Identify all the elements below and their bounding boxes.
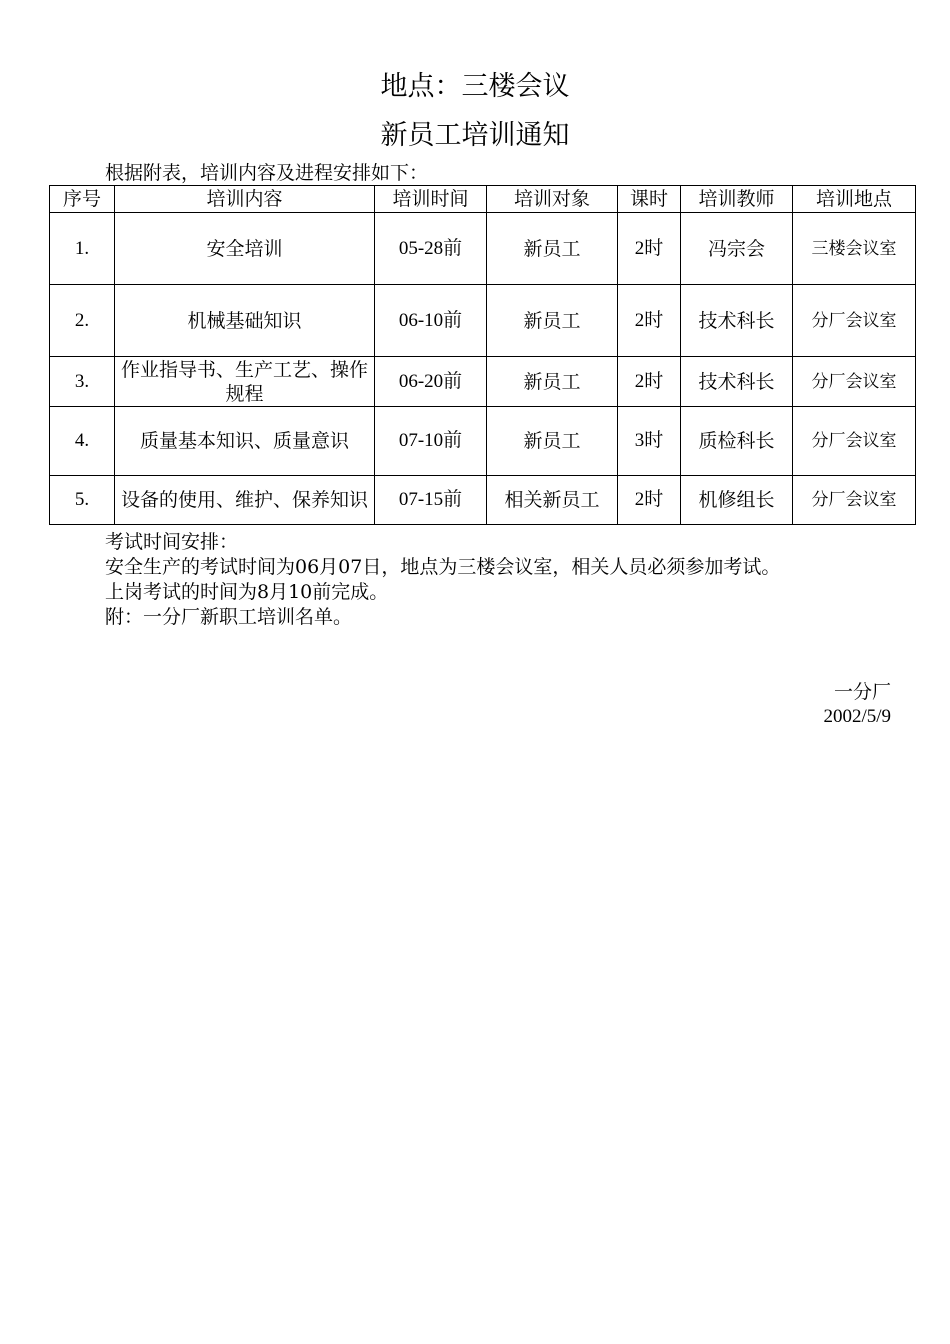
table-header-row	[50, 186, 916, 213]
cell-hours: 2时	[618, 285, 681, 357]
exam-onboarding-text: 上岗考试的时间为8月10前完成。	[105, 581, 389, 603]
header-teacher: 培训教师	[681, 186, 793, 213]
signature-org: 一分厂	[833, 681, 891, 703]
cell-teacher: 机修组长	[681, 476, 793, 525]
table-row	[50, 357, 916, 407]
cell-teacher: 质检科长	[681, 407, 793, 476]
table-row	[50, 407, 916, 476]
cell-time: 05-28前	[375, 213, 487, 285]
cell-no: 1.	[50, 213, 115, 285]
cell-teacher: 技术科长	[681, 285, 793, 357]
cell-hours: 3时	[618, 407, 681, 476]
cell-time: 07-15前	[375, 476, 487, 525]
intro-text: 根据附表，培训内容及进程安排如下：	[105, 162, 429, 184]
header-time: 培训时间	[375, 186, 487, 213]
cell-place: 分厂会议室	[793, 407, 916, 476]
header-place: 培训地点	[793, 186, 916, 213]
cell-audience: 相关新员工	[487, 476, 618, 525]
cell-time: 07-10前	[375, 407, 487, 476]
location-heading: 地点：三楼会议	[380, 71, 570, 102]
page-title: 新员工培训通知	[380, 120, 570, 151]
cell-content: 设备的使用、维护、保养知识	[115, 476, 375, 525]
cell-audience: 新员工	[487, 407, 618, 476]
exam-safety-text: 安全生产的考试时间为06月07日，地点为三楼会议室，相关人员必须参加考试。	[105, 556, 781, 578]
cell-hours: 2时	[618, 213, 681, 285]
cell-no: 3.	[50, 357, 115, 407]
cell-time: 06-10前	[375, 285, 487, 357]
cell-place: 分厂会议室	[793, 285, 916, 357]
cell-audience: 新员工	[487, 285, 618, 357]
cell-hours: 2时	[618, 357, 681, 407]
cell-teacher: 技术科长	[681, 357, 793, 407]
cell-teacher: 冯宗会	[681, 213, 793, 285]
cell-no: 5.	[50, 476, 115, 525]
cell-content: 作业指导书、生产工艺、操作规程	[115, 357, 375, 407]
appendix-text: 附：一分厂新职工培训名单。	[105, 606, 353, 628]
cell-time: 06-20前	[375, 357, 487, 407]
cell-content: 质量基本知识、质量意识	[115, 407, 375, 476]
exam-schedule-heading: 考试时间安排：	[105, 531, 239, 553]
table-row	[50, 285, 916, 357]
cell-place: 分厂会议室	[793, 357, 916, 407]
cell-no: 2.	[50, 285, 115, 357]
cell-hours: 2时	[618, 476, 681, 525]
table-row	[50, 476, 916, 525]
cell-no: 4.	[50, 407, 115, 476]
cell-content: 安全培训	[115, 213, 375, 285]
header-hours: 课时	[618, 186, 681, 213]
cell-audience: 新员工	[487, 213, 618, 285]
cell-content: 机械基础知识	[115, 285, 375, 357]
header-content: 培训内容	[115, 186, 375, 213]
table-row	[50, 213, 916, 285]
cell-place: 三楼会议室	[793, 213, 916, 285]
signature-date: 2002/5/9	[823, 706, 891, 727]
header-no: 序号	[50, 186, 115, 213]
cell-place: 分厂会议室	[793, 476, 916, 525]
cell-audience: 新员工	[487, 357, 618, 407]
header-audience: 培训对象	[487, 186, 618, 213]
training-schedule-table	[49, 185, 916, 525]
